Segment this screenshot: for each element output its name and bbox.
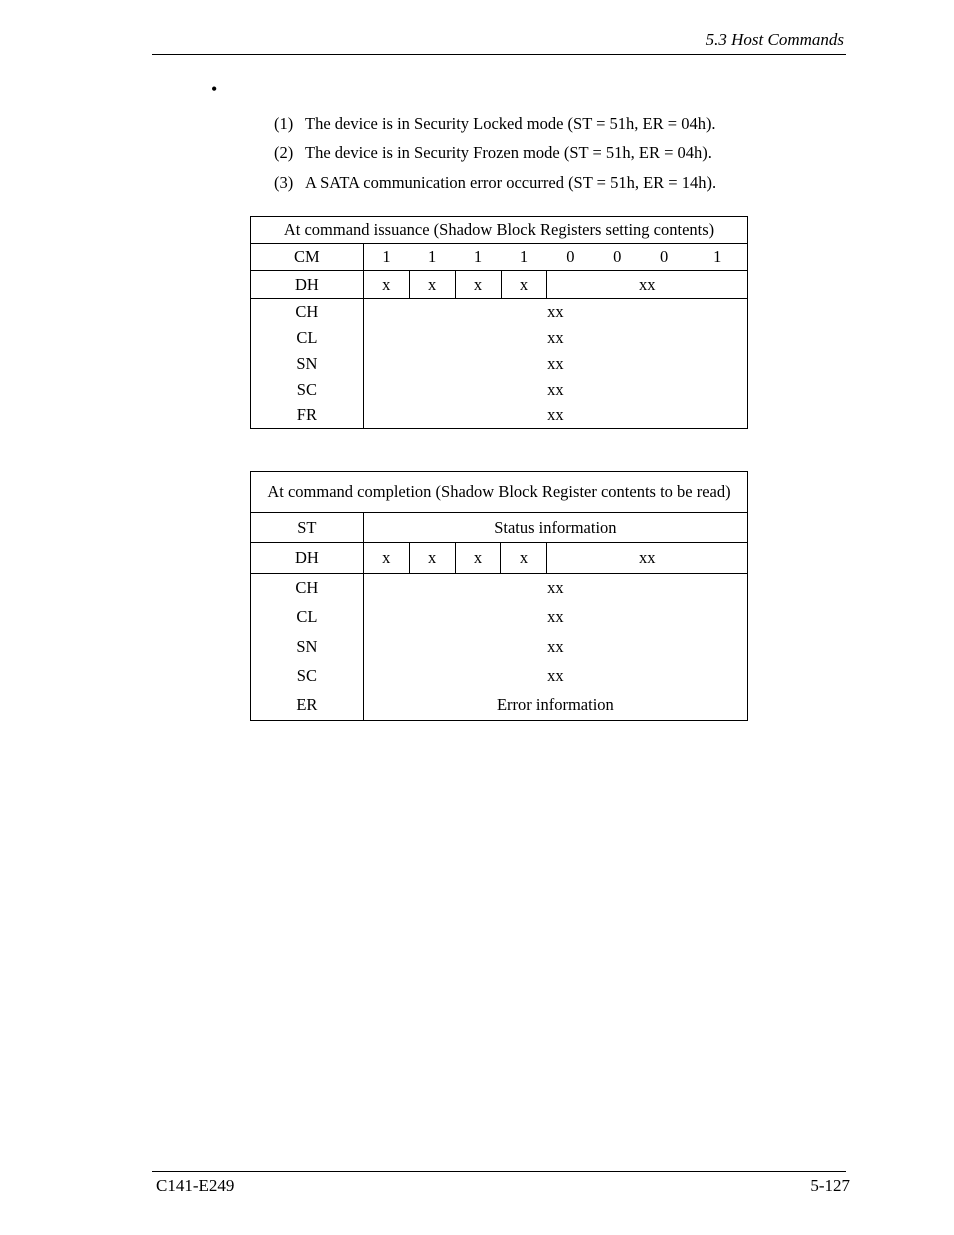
cm-bit: 1 bbox=[363, 244, 409, 271]
completion-title: At command completion (Shadow Block Register contents to be read) bbox=[251, 472, 748, 513]
dh-row bbox=[251, 271, 748, 299]
cm-bit: 1 bbox=[455, 244, 501, 271]
error-information: Error information bbox=[363, 691, 747, 721]
register-value: xx bbox=[363, 299, 747, 325]
condition-item-1 bbox=[274, 114, 716, 134]
cm-bit: 0 bbox=[594, 244, 641, 271]
register-label: ST bbox=[251, 513, 364, 543]
dh-row bbox=[251, 543, 748, 574]
header-rule bbox=[152, 54, 846, 55]
register-label: CL bbox=[251, 325, 364, 351]
dh-rest-value: xx bbox=[547, 271, 748, 299]
completion-register-table bbox=[250, 471, 748, 721]
dh-rest-value: xx bbox=[547, 543, 748, 574]
dh-bit: x bbox=[455, 543, 501, 574]
register-label: CM bbox=[251, 244, 364, 271]
condition-item-2 bbox=[274, 143, 712, 163]
cm-bit: 0 bbox=[641, 244, 688, 271]
dh-bit: x bbox=[363, 271, 409, 299]
section-header: 5.3 Host Commands bbox=[705, 30, 844, 49]
bullet-icon: • bbox=[211, 79, 218, 99]
condition-text: The device is in Security Locked mode (ST = 51h, ER = 04h). bbox=[305, 114, 716, 133]
register-label: DH bbox=[251, 271, 364, 299]
register-value: xx bbox=[363, 603, 747, 632]
cm-row bbox=[251, 244, 748, 271]
register-label: SC bbox=[251, 377, 364, 403]
footer-rule bbox=[152, 1171, 846, 1172]
dh-bit: x bbox=[501, 271, 547, 299]
register-value: xx bbox=[363, 574, 747, 603]
condition-text: A SATA communication error occurred (ST = 51h, ER = 14h). bbox=[305, 173, 717, 192]
condition-item-3 bbox=[274, 173, 716, 193]
dh-bit: x bbox=[455, 271, 501, 299]
condition-number: (2) bbox=[274, 143, 294, 162]
dh-bit: x bbox=[501, 543, 547, 574]
condition-text: The device is in Security Frozen mode (ST = 51h, ER = 04h). bbox=[305, 143, 712, 162]
register-value: xx bbox=[363, 377, 747, 403]
status-information: Status information bbox=[363, 513, 747, 543]
document-id: C141-E249 bbox=[156, 1176, 235, 1195]
condition-number: (1) bbox=[274, 114, 294, 133]
dh-bit: x bbox=[363, 543, 409, 574]
register-value: xx bbox=[363, 351, 747, 377]
cm-bit: 1 bbox=[688, 244, 748, 271]
dh-bit: x bbox=[409, 271, 455, 299]
issuance-register-table bbox=[250, 216, 748, 429]
register-label: DH bbox=[251, 543, 364, 574]
register-value: xx bbox=[363, 403, 747, 429]
register-value: xx bbox=[363, 662, 747, 691]
register-label: SC bbox=[251, 662, 364, 691]
register-label: CH bbox=[251, 574, 364, 603]
st-row bbox=[251, 513, 748, 543]
dh-bit: x bbox=[409, 543, 455, 574]
cm-bit: 0 bbox=[547, 244, 594, 271]
register-value: xx bbox=[363, 325, 747, 351]
cm-bit: 1 bbox=[409, 244, 455, 271]
register-label: FR bbox=[251, 403, 364, 429]
register-label: CH bbox=[251, 299, 364, 325]
register-label: SN bbox=[251, 351, 364, 377]
issuance-title: At command issuance (Shadow Block Registers setting contents) bbox=[251, 217, 748, 244]
cm-bit: 1 bbox=[501, 244, 547, 271]
register-label: ER bbox=[251, 691, 364, 721]
register-label: CL bbox=[251, 603, 364, 632]
register-value: xx bbox=[363, 632, 747, 662]
page-number: 5-127 bbox=[810, 1176, 850, 1195]
condition-number: (3) bbox=[274, 173, 294, 192]
register-label: SN bbox=[251, 632, 364, 662]
